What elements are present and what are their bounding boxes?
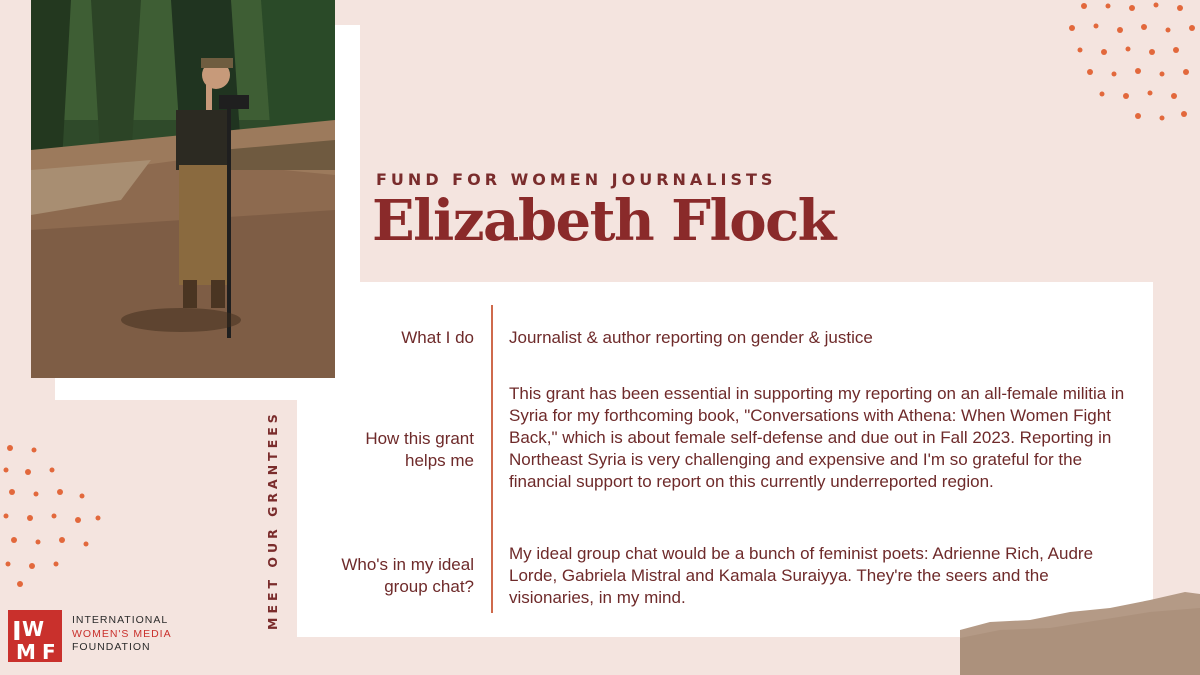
label-ideal-group-chat [341, 554, 474, 598]
column-divider [491, 305, 493, 613]
label-line: group chat? [384, 577, 474, 596]
svg-text:W: W [22, 617, 45, 641]
torn-paper-decoration [960, 590, 1200, 675]
grantee-name: Elizabeth Flock [372, 188, 835, 254]
iwmf-logo-text [72, 614, 172, 655]
logo-line-3: FOUNDATION [72, 641, 151, 653]
logo-line-1: INTERNATIONAL [72, 614, 169, 626]
portrait-photo [31, 0, 335, 378]
answer-how-grant-helps: This grant has been essential in supporting my reporting on an all-female militia in Syria for my forthcoming book, "Conversations with Athena: When Women Fight Back," which is about female self-defense and due out in Fall 2023. Reporting in Northeast Syria is very challenging and expensive and I'm so grateful for the financial support to report on this currently underreported region. [509, 384, 1125, 491]
decorative-dots-top-right [1060, 0, 1200, 135]
iwmf-logo-mark [8, 610, 62, 662]
answer-what-i-do: Journalist & author reporting on gender & justice [509, 328, 873, 347]
program-title: FUND FOR WOMEN JOURNALISTS [376, 170, 777, 189]
label-line: How this grant [365, 429, 474, 448]
decorative-dots-bottom-left [0, 440, 110, 590]
logo-line-2: WOMEN'S MEDIA [72, 627, 172, 640]
svg-text:I: I [12, 617, 22, 647]
label-how-grant-helps [365, 428, 474, 472]
answer-ideal-group-chat: My ideal group chat would be a bunch of feminist poets: Adrienne Rich, Audre Lorde, Gabriela Mistral and Kamala Suraiyya. They're the seers and the visionaries, in my mind. [509, 544, 1094, 607]
label-what-i-do [401, 327, 474, 349]
label-line: What I do [401, 328, 474, 347]
label-line: Who's in my ideal [341, 555, 474, 574]
svg-text:F: F [42, 640, 56, 662]
label-line: helps me [405, 451, 474, 470]
svg-text:M: M [16, 640, 36, 662]
meet-our-grantees-tag: MEET OUR GRANTEES [265, 410, 280, 630]
